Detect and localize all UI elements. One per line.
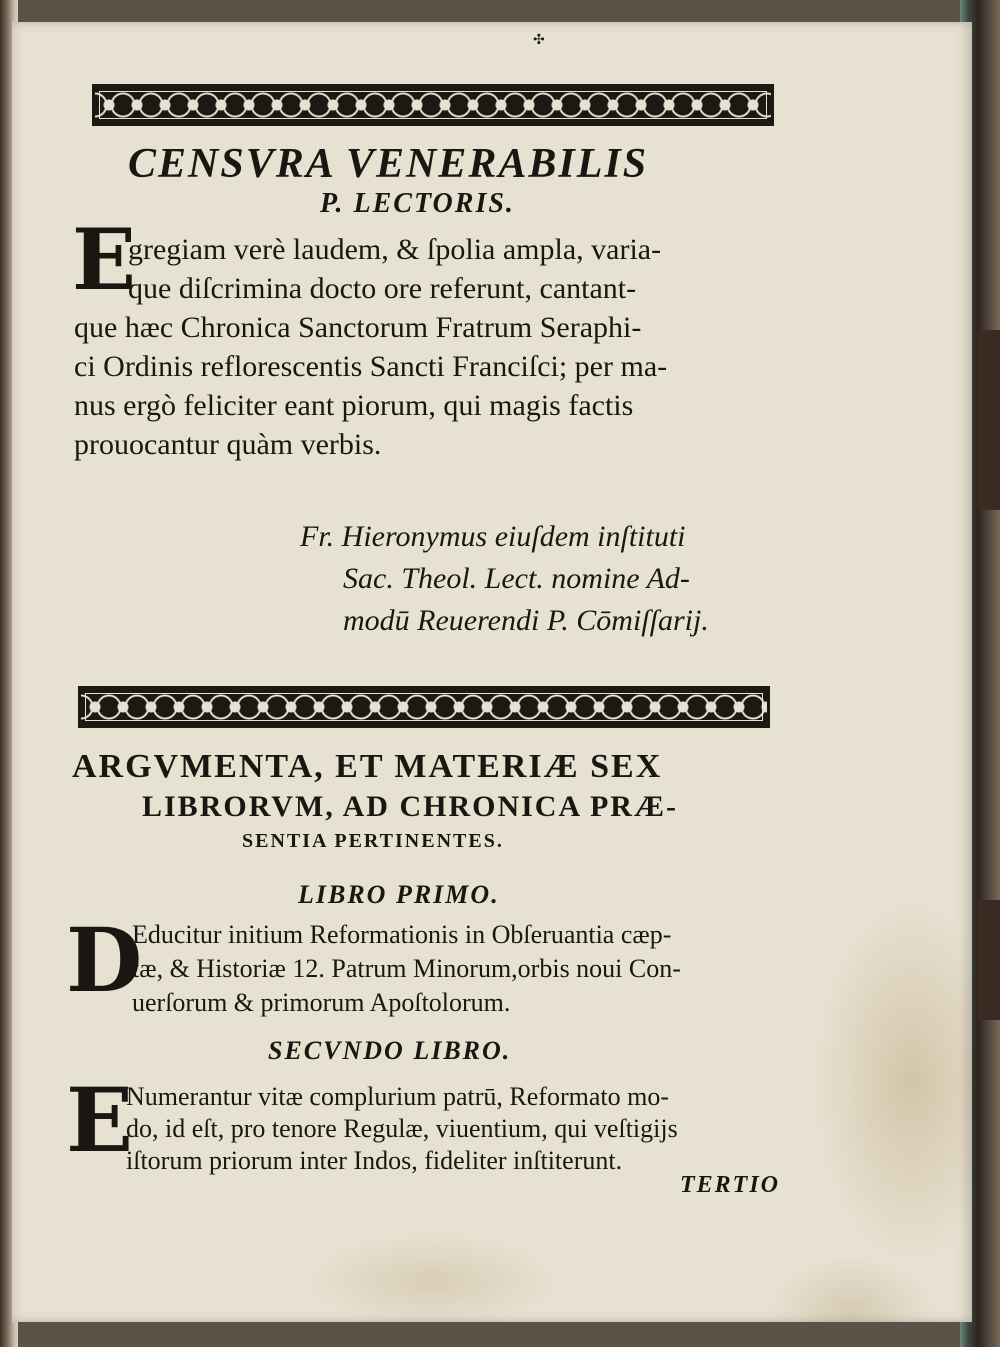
- text-line: tæ, & Historiæ 12. Patrum Minorum,orbis noui Con-: [132, 954, 681, 983]
- leather-tab: [978, 330, 1000, 510]
- leather-tab: [978, 900, 1000, 1020]
- section-title: CENSVRA VENERABILIS: [128, 141, 649, 187]
- text-line: nus ergò feliciter eant piorum, qui magis factis: [74, 389, 634, 422]
- signature-line: Fr. Hieronymus eiuſdem inſtituti: [300, 520, 686, 553]
- ornamental-band: [78, 686, 770, 728]
- page-mark: ✣: [533, 33, 545, 48]
- section-title: SENTIA PERTINENTES.: [242, 830, 504, 852]
- text-line: ci Ordinis reflorescentis Sancti Franciſci; per ma-: [74, 350, 668, 383]
- section-title: ARGVMENTA, ET MATERIÆ SEX: [72, 748, 663, 785]
- book-heading: SECVNDO LIBRO.: [268, 1036, 512, 1065]
- text-line: que diſcrimina docto ore referunt, cantant-: [128, 272, 637, 305]
- drop-cap: D: [66, 908, 143, 1012]
- text-line: Educitur initium Reformationis in Obſeruantia cæp-: [132, 920, 672, 949]
- text-line: gregiam verè laudem, & ſpolia ampla, varia-: [128, 233, 662, 266]
- signature-line: modū Reuerendi P. Cōmiſſarij.: [343, 604, 709, 637]
- text-line: Numerantur vitæ complurium patrū, Reformato mo-: [126, 1082, 669, 1111]
- drop-cap: E: [72, 210, 137, 309]
- ornamental-band: [92, 84, 774, 126]
- text-line: uerſorum & primorum Apoſtolorum.: [132, 988, 511, 1017]
- section-subtitle: P. LECTORIS.: [320, 188, 515, 219]
- catchword: TERTIO: [680, 1172, 781, 1198]
- book-heading: LIBRO PRIMO.: [298, 880, 500, 909]
- text-line: prouocantur quàm verbis.: [74, 428, 382, 461]
- text-line: iſtorum priorum inter Indos, fideliter inſtiterunt.: [126, 1146, 623, 1175]
- text-line: que hæc Chronica Sanctorum Fratrum Seraphi-: [74, 311, 642, 344]
- text-line: do, id eſt, pro tenore Regulæ, viuentium, qui veſtigijs: [126, 1114, 678, 1143]
- signature-line: Sac. Theol. Lect. nomine Ad-: [343, 562, 690, 595]
- drop-cap: E: [66, 1068, 134, 1172]
- section-title: LIBRORVM, AD CHRONICA PRÆ-: [142, 790, 678, 823]
